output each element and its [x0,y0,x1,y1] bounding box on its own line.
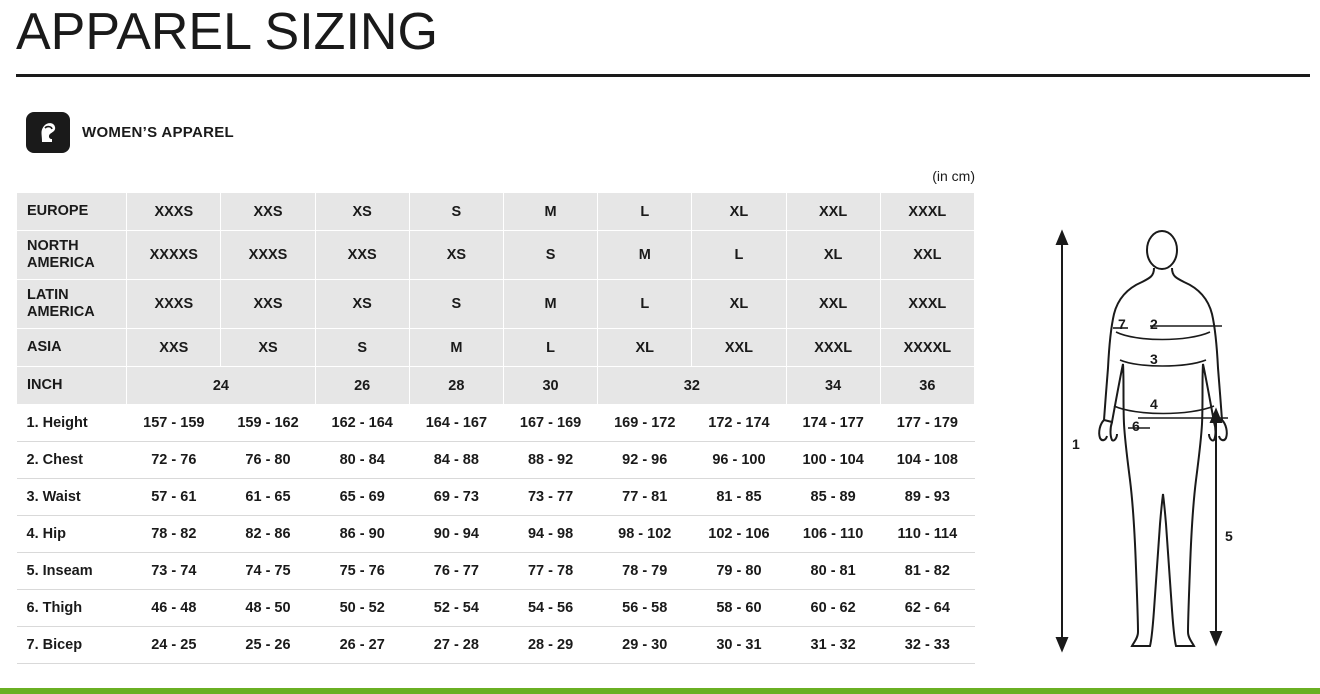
figure-marker-3: 3 [1150,351,1158,367]
measurement-cell: 81 - 82 [880,553,974,590]
table-row [17,590,975,627]
measurement-cell: 52 - 54 [409,590,503,627]
inch-cell: 24 [127,367,315,405]
measurement-cell: 102 - 106 [692,516,786,553]
table-row [17,516,975,553]
size-cell: L [503,329,597,367]
measurement-cell: 72 - 76 [127,442,221,479]
measurement-cell: 169 - 172 [598,405,692,442]
inch-cell: 26 [315,367,409,405]
table-row [17,280,975,329]
table-row [17,329,975,367]
measurement-cell: 25 - 26 [221,627,315,664]
measurement-cell: 24 - 25 [127,627,221,664]
measurement-cell: 29 - 30 [598,627,692,664]
measurement-cell: 80 - 84 [315,442,409,479]
table-row [17,627,975,664]
measurement-cell: 46 - 48 [127,590,221,627]
measurement-cell: 74 - 75 [221,553,315,590]
measurement-cell: 75 - 76 [315,553,409,590]
measurement-cell: 73 - 74 [127,553,221,590]
measurement-cell: 157 - 159 [127,405,221,442]
measurement-cell: 76 - 80 [221,442,315,479]
measurement-cell: 162 - 164 [315,405,409,442]
figure-marker-4: 4 [1150,396,1158,412]
inch-cell: 32 [598,367,786,405]
measurement-cell: 164 - 167 [409,405,503,442]
size-cell: L [598,193,692,231]
size-cell: XXL [692,329,786,367]
measurement-cell: 61 - 65 [221,479,315,516]
measurement-cell: 79 - 80 [692,553,786,590]
size-cell: M [503,280,597,329]
size-table [16,192,975,664]
measurement-cell: 89 - 93 [880,479,974,516]
size-cell: XXXL [880,280,974,329]
size-cell: XL [786,231,880,280]
measurement-cell: 78 - 79 [598,553,692,590]
size-cell: XXXL [786,329,880,367]
size-cell: XS [409,231,503,280]
measurement-cell: 96 - 100 [692,442,786,479]
row-label: NORTH AMERICA [17,231,127,280]
row-label: 1. Height [17,405,127,442]
table-row [17,231,975,280]
measurement-cell: 174 - 177 [786,405,880,442]
size-cell: S [409,280,503,329]
size-chart [16,192,975,664]
size-cell: XXL [786,280,880,329]
figure-marker-5: 5 [1225,528,1233,544]
row-label: 3. Waist [17,479,127,516]
measurement-cell: 104 - 108 [880,442,974,479]
table-row [17,479,975,516]
measurement-cell: 177 - 179 [880,405,974,442]
measurement-cell: 58 - 60 [692,590,786,627]
measurement-cell: 110 - 114 [880,516,974,553]
measurement-cell: 77 - 78 [503,553,597,590]
figure-marker-6: 6 [1132,418,1140,434]
page-title: APPAREL SIZING [16,3,438,61]
measurement-cell: 159 - 162 [221,405,315,442]
size-cell: S [315,329,409,367]
measurement-cell: 32 - 33 [880,627,974,664]
size-cell: M [503,193,597,231]
measurement-cell: 26 - 27 [315,627,409,664]
row-label: ASIA [17,329,127,367]
measurement-cell: 57 - 61 [127,479,221,516]
measurement-cell: 69 - 73 [409,479,503,516]
inch-cell: 34 [786,367,880,405]
measurement-cell: 48 - 50 [221,590,315,627]
measurement-cell: 172 - 174 [692,405,786,442]
measurement-cell: 62 - 64 [880,590,974,627]
row-label: 5. Inseam [17,553,127,590]
row-label: LATIN AMERICA [17,280,127,329]
size-cell: S [409,193,503,231]
size-cell: L [692,231,786,280]
measurement-cell: 82 - 86 [221,516,315,553]
measurement-cell: 84 - 88 [409,442,503,479]
table-row [17,367,975,405]
figure-marker-7: 7 [1118,316,1126,332]
bottom-accent-bar [0,688,1320,694]
table-row [17,405,975,442]
size-cell: XL [692,280,786,329]
measurement-cell: 77 - 81 [598,479,692,516]
measurement-cell: 88 - 92 [503,442,597,479]
measurement-cell: 94 - 98 [503,516,597,553]
measurement-cell: 167 - 169 [503,405,597,442]
measurement-cell: 65 - 69 [315,479,409,516]
section-title: WOMEN’S APPAREL [82,124,235,141]
size-cell: XXXL [880,193,974,231]
size-cell: XL [598,329,692,367]
section-heading [26,112,234,153]
row-label: 2. Chest [17,442,127,479]
size-cell: XXXXL [880,329,974,367]
female-body-measurement-diagram [1050,228,1300,658]
measurement-cell: 31 - 32 [786,627,880,664]
size-cell: M [409,329,503,367]
size-cell: XXS [221,280,315,329]
size-cell: XXXS [127,193,221,231]
measurement-cell: 60 - 62 [786,590,880,627]
row-label: EUROPE [17,193,127,231]
size-cell: XXS [315,231,409,280]
size-cell: XXXS [221,231,315,280]
measurement-cell: 90 - 94 [409,516,503,553]
measurement-cell: 78 - 82 [127,516,221,553]
measurement-cell: 56 - 58 [598,590,692,627]
size-cell: L [598,280,692,329]
size-cell: S [503,231,597,280]
size-cell: XS [315,193,409,231]
table-row [17,442,975,479]
inch-cell: 30 [503,367,597,405]
size-cell: XXS [221,193,315,231]
size-cell: XXXXS [127,231,221,280]
measurement-cell: 98 - 102 [598,516,692,553]
measurement-cell: 85 - 89 [786,479,880,516]
size-cell: XS [221,329,315,367]
size-cell: XXXS [127,280,221,329]
measurement-cell: 100 - 104 [786,442,880,479]
size-cell: XL [692,193,786,231]
row-label: INCH [17,367,127,405]
table-row [17,553,975,590]
measurement-cell: 81 - 85 [692,479,786,516]
size-cell: XXL [786,193,880,231]
table-row [17,193,975,231]
measurement-cell: 86 - 90 [315,516,409,553]
measurement-cell: 73 - 77 [503,479,597,516]
units-note: (in cm) [932,168,975,184]
measurement-cell: 76 - 77 [409,553,503,590]
inch-cell: 28 [409,367,503,405]
measurement-cell: 50 - 52 [315,590,409,627]
measurement-cell: 80 - 81 [786,553,880,590]
figure-marker-2: 2 [1150,316,1158,332]
measurement-cell: 27 - 28 [409,627,503,664]
size-cell: XXL [880,231,974,280]
measurement-cell: 92 - 96 [598,442,692,479]
row-label: 4. Hip [17,516,127,553]
womens-apparel-icon [26,112,70,153]
figure-marker-1: 1 [1072,436,1080,452]
measurement-cell: 30 - 31 [692,627,786,664]
inch-cell: 36 [880,367,974,405]
row-label: 6. Thigh [17,590,127,627]
size-cell: M [598,231,692,280]
size-cell: XS [315,280,409,329]
measurement-cell: 106 - 110 [786,516,880,553]
size-cell: XXS [127,329,221,367]
title-divider [16,74,1310,77]
measurement-cell: 54 - 56 [503,590,597,627]
measurement-cell: 28 - 29 [503,627,597,664]
row-label: 7. Bicep [17,627,127,664]
